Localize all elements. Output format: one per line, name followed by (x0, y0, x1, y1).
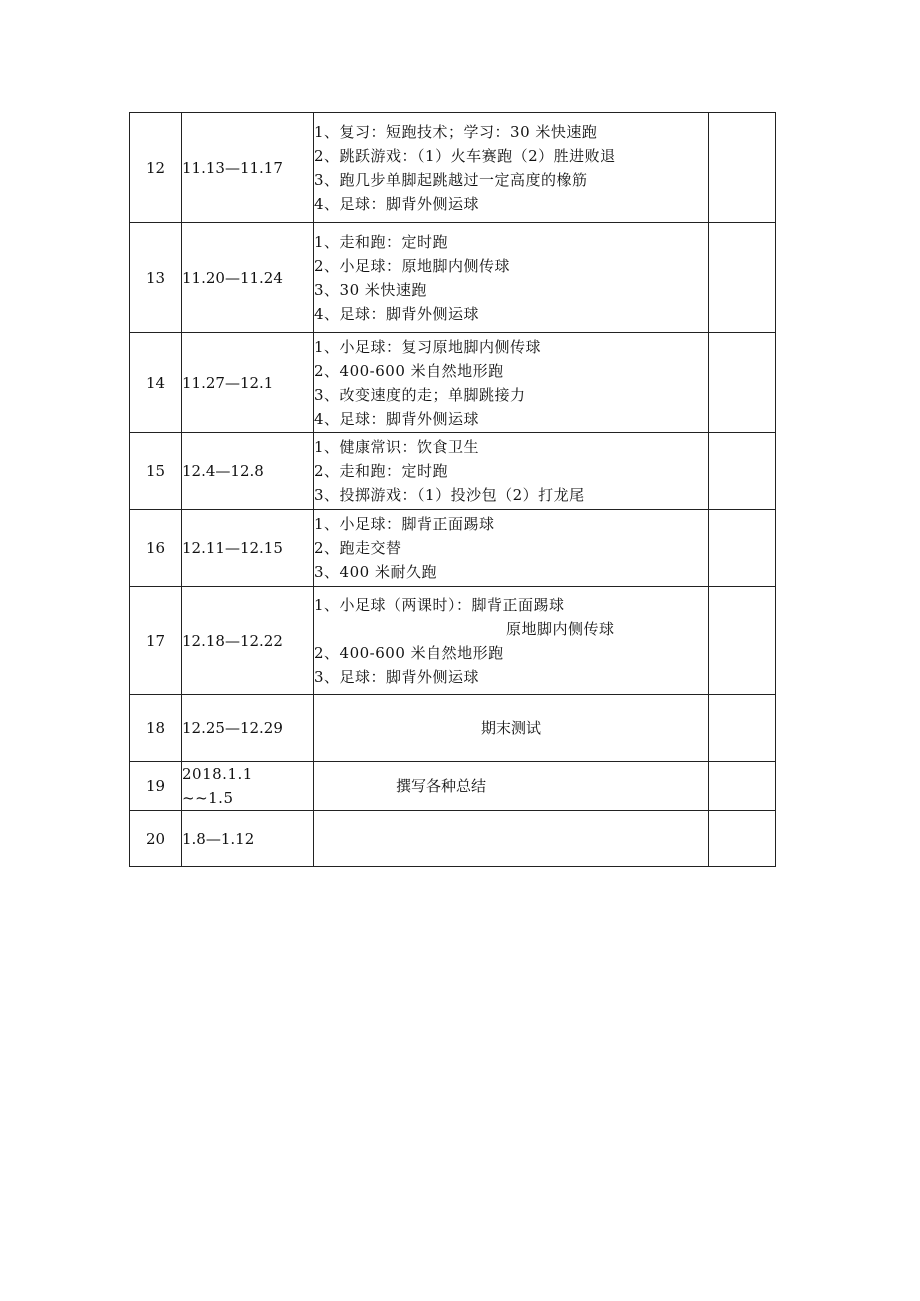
content-line: 1、健康常识：饮食卫生 (314, 438, 480, 456)
table-row (130, 587, 776, 695)
content-line: 4、足球：脚背外侧运球 (314, 194, 480, 213)
note-cell (709, 333, 776, 433)
date-line: 2018.1.1 (182, 765, 253, 783)
table-row (130, 433, 776, 510)
content-cell (314, 695, 709, 762)
content-line: 4、足球：脚背外侧运球 (314, 304, 480, 323)
summary-label: 撰写各种总结 (396, 777, 487, 795)
date-line: ~~1.5 (182, 789, 234, 807)
date-range-cell: 12.18—12.22 (182, 587, 314, 695)
content-line: 2、跑走交替 (314, 539, 402, 557)
content-cell (314, 113, 709, 223)
note-cell (709, 510, 776, 587)
table-row (130, 223, 776, 333)
content-line: 2、400-600 米自然地形跑 (314, 361, 504, 380)
note-cell (709, 695, 776, 762)
content-cell (314, 762, 709, 811)
content-cell (314, 333, 709, 433)
content-line: 3、跑几步单脚起跳越过一定高度的橡筋 (314, 170, 588, 189)
content-line: 1、小足球（两课时）：脚背正面踢球 (314, 595, 565, 614)
content-line: 1、走和跑：定时跑 (314, 232, 449, 251)
content-line: 3、投掷游戏：（1）投沙包（2）打龙尾 (314, 486, 585, 504)
content-cell (314, 433, 709, 510)
content-line: 3、改变速度的走；单脚跳接力 (314, 385, 526, 404)
table-row (130, 510, 776, 587)
date-range-cell: 11.27—12.1 (182, 333, 314, 433)
week-number-cell: 19 (130, 762, 182, 811)
content-cell (314, 811, 709, 867)
note-cell (709, 811, 776, 867)
date-range-cell: 12.4—12.8 (182, 433, 314, 510)
content-line: 2、400-600 米自然地形跑 (314, 643, 504, 662)
table-row (130, 811, 776, 867)
table-row (130, 762, 776, 811)
week-number-cell: 18 (130, 695, 182, 762)
content-cell (314, 223, 709, 333)
teaching-schedule-table (129, 112, 776, 867)
table-row (130, 113, 776, 223)
date-range-cell (182, 762, 314, 811)
content-line: 2、跳跃游戏：（1）火车赛跑（2）胜进败退 (314, 146, 616, 165)
week-number-cell: 20 (130, 811, 182, 867)
content-cell (314, 587, 709, 695)
content-line: 3、400 米耐久跑 (314, 563, 437, 581)
content-line: 1、复习：短跑技术；学习：30 米快速跑 (314, 122, 598, 141)
content-line: 1、小足球：复习原地脚内侧传球 (314, 337, 542, 356)
note-cell (709, 113, 776, 223)
exam-label: 期末测试 (480, 719, 541, 737)
week-number-cell: 15 (130, 433, 182, 510)
date-range-cell: 1.8—1.12 (182, 811, 314, 867)
note-cell (709, 433, 776, 510)
date-range-cell: 11.20—11.24 (182, 223, 314, 333)
week-number-cell: 16 (130, 510, 182, 587)
table-row (130, 333, 776, 433)
week-number-cell: 17 (130, 587, 182, 695)
note-cell (709, 762, 776, 811)
week-number-cell: 13 (130, 223, 182, 333)
week-number-cell: 12 (130, 113, 182, 223)
date-range-cell: 12.25—12.29 (182, 695, 314, 762)
note-cell (709, 587, 776, 695)
content-cell (314, 510, 709, 587)
date-range-cell: 11.13—11.17 (182, 113, 314, 223)
content-line: 3、30 米快速跑 (314, 280, 427, 299)
date-range-cell: 12.11—12.15 (182, 510, 314, 587)
note-cell (709, 223, 776, 333)
content-line: 2、小足球：原地脚内侧传球 (314, 256, 511, 275)
content-line: 原地脚内侧传球 (506, 619, 615, 638)
content-line: 3、足球：脚背外侧运球 (314, 667, 480, 686)
content-line: 2、走和跑：定时跑 (314, 462, 449, 480)
content-line: 4、足球：脚背外侧运球 (314, 409, 480, 428)
week-number-cell: 14 (130, 333, 182, 433)
content-line: 1、小足球：脚背正面踢球 (314, 515, 495, 533)
table-row (130, 695, 776, 762)
